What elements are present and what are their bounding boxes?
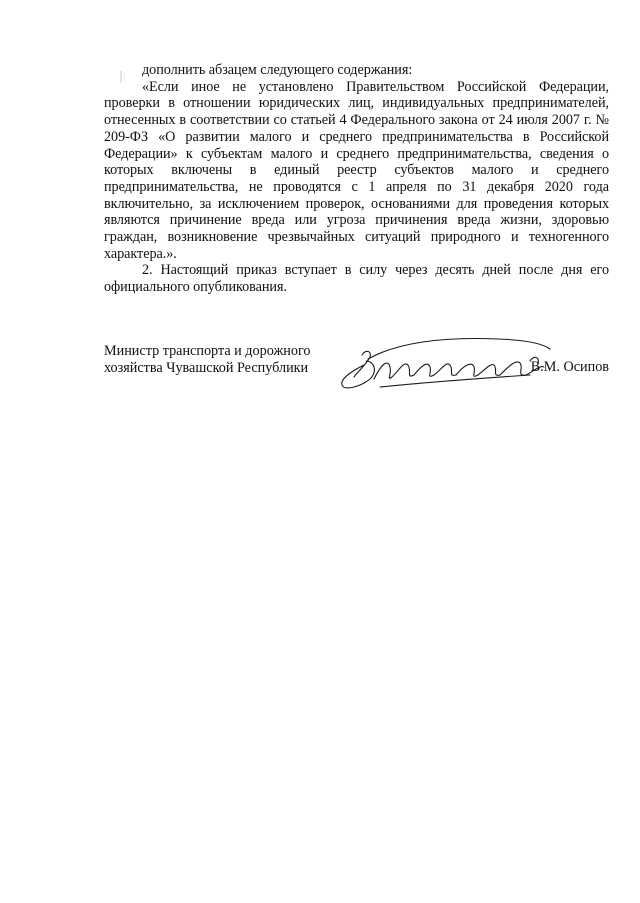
signer-title-line-1: Министр транспорта и дорожного bbox=[104, 343, 311, 359]
signature-block bbox=[104, 343, 609, 393]
paragraph-effective-date: 2. Настоящий приказ вступает в силу через десять дней после дня его официального опубликования. bbox=[104, 262, 609, 296]
document-body bbox=[104, 62, 609, 296]
signer-title bbox=[104, 343, 311, 376]
paragraph-intro: дополнить абзацем следующего содержания: bbox=[142, 62, 413, 78]
paragraph-quoted-amendment: «Если иное не установлено Правительством Российской Федерации, проверки в отношении юридических лиц, индивидуальных предпринимателей, отнесенных в соответствии со статьей 4 Федерального закона от 24 июля 2007 г. № 209-ФЗ «О развитии малого и среднего предпринимательства в Российской Федерации» к субъектам малого и среднего предпринимательства, сведения о которых включены в единый реестр субъектов малого и среднего предпринимательства, не проводятся с 1 апреля по 31 декабря 2020 года включительно, за исключением проверок, основаниями для проведения которых являются причинение вреда или угроза причинения вреда жизни, здоровью граждан, возникновение чрезвычайных ситуаций природного и техногенного характера.». bbox=[104, 78, 609, 262]
signer-name: В.М. Осипов bbox=[530, 359, 609, 375]
signer-title-line-2: хозяйства Чувашской Республики bbox=[104, 359, 309, 376]
handwritten-signature bbox=[330, 335, 560, 393]
